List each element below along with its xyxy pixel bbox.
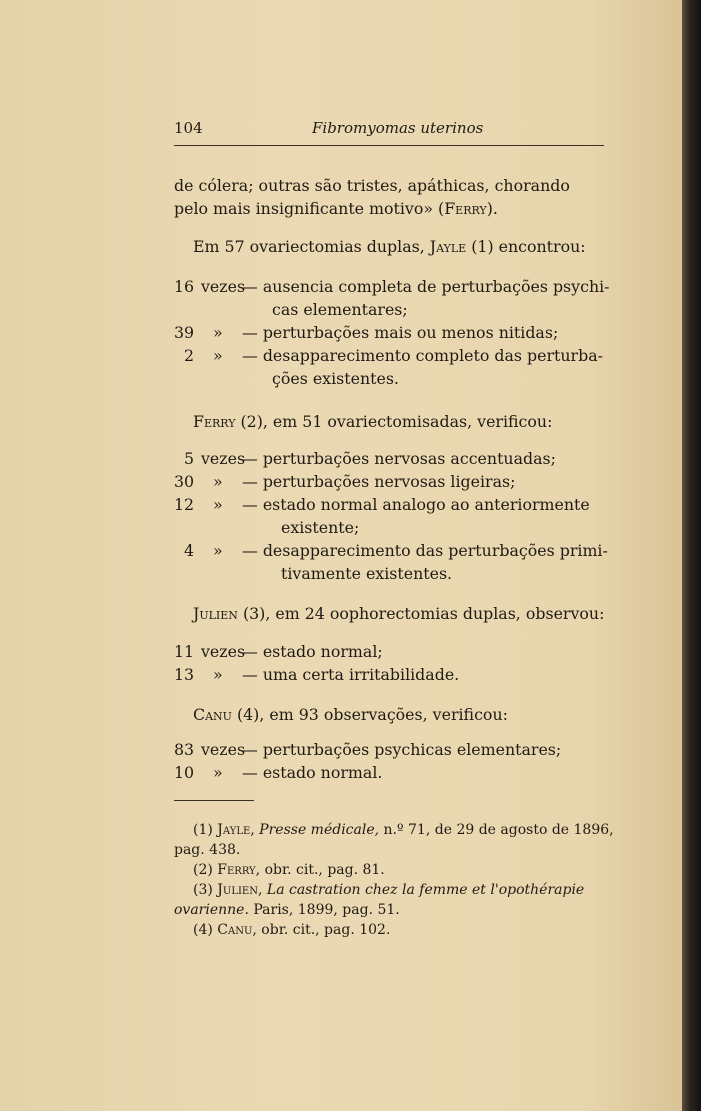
row-text: — desapparecimento das perturbações primi- [242,541,608,560]
footnote-mark: (3) [193,882,213,898]
footnote-1-cont: pag. 438. [174,842,241,858]
row-count: 10 [174,763,195,782]
row-count: 13 [174,665,195,684]
row-unit: » [213,472,223,491]
intro-line-1: de cólera; outras são tristes, apáthicas, chorando [174,176,570,195]
page-number: 104 [174,119,203,137]
intro-author: Ferry [444,199,487,218]
row-unit: vezes [201,449,246,468]
row-text: — estado normal; [242,642,383,661]
footnote-2 [193,860,385,880]
lead-author: Jayle [429,237,467,256]
section-lead [193,703,508,726]
lead-rest: (2), em 51 ovariectomisadas, verificou: [235,412,553,431]
intro-line-2 [174,197,498,220]
row-count: 83 [174,740,195,759]
row-count: 4 [184,541,195,560]
row-unit: vezes [201,642,246,661]
lead-rest: (3), em 24 oophorectomias duplas, observou: [237,604,605,623]
row-text: — estado normal analogo ao anteriormente [242,495,590,514]
lead-author: Canu [193,705,232,724]
row-text: — perturbações nervosas accentuadas; [242,449,556,468]
row-unit: » [213,665,223,684]
row-unit: vezes [201,740,246,759]
footnote-3 [193,880,584,900]
footnote-rule [174,800,254,801]
row-unit: » [213,763,223,782]
row-text: — perturbações mais ou menos nitidas; [242,323,559,342]
footnote-rest: obr. cit., pag. 81. [260,862,385,878]
footnote-rest: obr. cit., pag. 102. [256,922,391,938]
footnote-author: Ferry, [217,862,261,878]
section-lead [193,235,586,258]
row-text: — uma certa irritabilidade. [242,665,460,684]
footnote-4 [193,920,390,940]
footnote-rest: n.º 71, de 29 de agosto de 1896, [379,822,614,838]
footnote-rest: Paris, 1899, pag. 51. [248,902,400,918]
row-text-cont: cas elementares; [272,300,408,319]
row-count: 11 [174,642,195,661]
footnote-author: Julien, [217,882,263,898]
row-unit: » [213,541,223,560]
row-text: — perturbações psychicas elementares; [242,740,562,759]
lead-rest: (1) encontrou: [466,237,586,256]
row-text: — perturbações nervosas ligeiras; [242,472,516,491]
footnote-author: Canu, [217,922,257,938]
row-unit: » [213,323,223,342]
row-text-cont: ções existentes. [272,369,399,388]
row-text: — desapparecimento completo das perturba- [242,346,603,365]
row-count: 2 [184,346,195,365]
row-count: 16 [174,277,195,296]
row-text: — estado normal. [242,763,383,782]
book-spine-edge [682,0,701,1111]
footnote-title: La castration chez la femme et l'opothérapie [266,882,585,898]
footnote-1 [193,820,614,840]
row-count: 12 [174,495,195,514]
row-unit: vezes [201,277,246,296]
footnote-mark: (2) [193,862,213,878]
lead-author: Ferry [193,412,236,431]
row-text-cont: tivamente existentes. [281,564,453,583]
footnote-title: Presse médicale, [259,822,380,838]
row-count: 39 [174,323,195,342]
row-unit: » [213,346,223,365]
running-title: Fibromyomas uterinos [312,119,484,137]
lead-author: Julien [193,604,238,623]
footnote-3-cont [174,900,400,920]
row-count: 5 [184,449,195,468]
row-unit: » [213,495,223,514]
footnote-mark: (4) [193,922,213,938]
footnote-mark: (1) [193,822,213,838]
row-count: 30 [174,472,195,491]
footnote-title-cont: ovarienne. [174,902,249,918]
lead-prefix: Em 57 ovariectomias duplas, [193,237,430,256]
footnote-author: Jayle, [217,822,255,838]
row-text: — ausencia completa de perturbações psychi- [242,277,610,296]
page-header [174,119,604,146]
lead-rest: (4), em 93 observações, verificou: [231,705,508,724]
section-lead [193,602,604,625]
row-text-cont: existente; [281,518,360,537]
intro-line-2-text: pelo mais insignificante motivo» (Ferry). [174,199,498,218]
section-lead [193,410,552,433]
